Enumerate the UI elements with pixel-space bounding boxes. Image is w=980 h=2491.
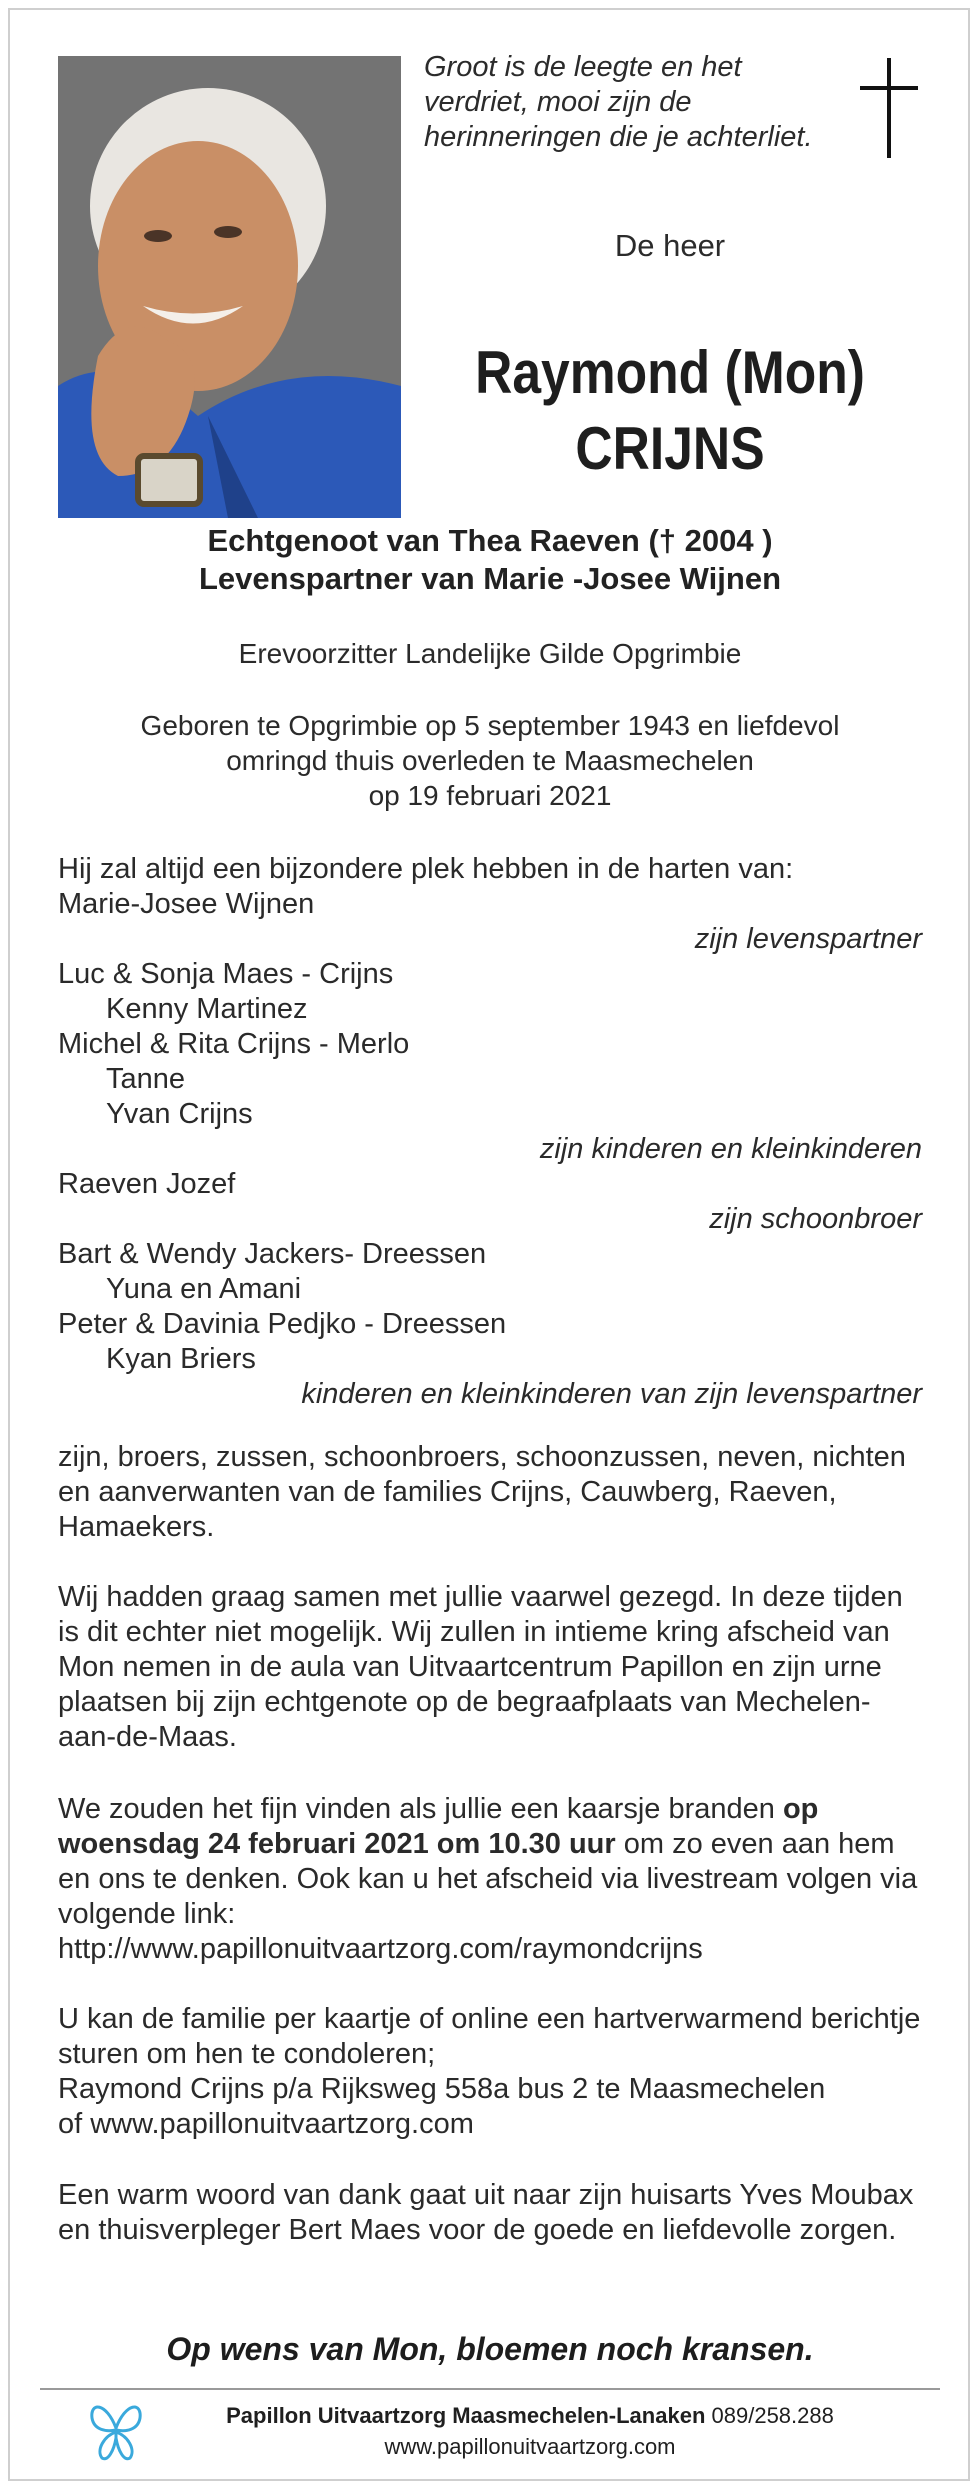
quote-line: verdriet, mooi zijn de bbox=[424, 86, 692, 118]
family-role: zijn levenspartner bbox=[694, 923, 922, 955]
farewell-text: Wij hadden graag samen met jullie vaarwel gezegd. In deze tijden is dit echter niet mogelijk. Wij zullen in intieme kring afscheid van Mon nemen in de aula van Uitvaartcentrum Papillon en zijn urne plaatsen bij zijn echtgenote op de begraafplaats van Mechelen-aan-de-Maas. bbox=[58, 1581, 903, 1753]
deceased-name-line2: CRIJNS bbox=[575, 415, 765, 482]
family-role: zijn schoonbroer bbox=[709, 1203, 922, 1235]
funeral-home-phone: 089/258.288 bbox=[711, 2403, 834, 2428]
quote-line: Groot is de leegte en het bbox=[424, 51, 742, 83]
candle-text-start: We zouden het fijn vinden als jullie een kaarsje branden bbox=[58, 1793, 783, 1825]
funeral-home-website[interactable]: www.papillonuitvaartzorg.com bbox=[384, 2434, 676, 2459]
quote-line: herinneringen die je achterliet. bbox=[424, 121, 813, 153]
spouse-line: Echtgenoot van Thea Raeven († 2004 ) bbox=[207, 523, 773, 558]
relatives-text: zijn, broers, zussen, schoonbroers, schoonzussen, neven, nichten en aanverwanten van de families Crijns, Cauwberg, Raeven, Hamaekers. bbox=[58, 1441, 906, 1543]
salutation: De heer bbox=[614, 228, 726, 263]
family-member: Marie-Josee Wijnen bbox=[58, 888, 315, 920]
relationship-block bbox=[40, 522, 940, 598]
birth-death-line: op 19 februari 2021 bbox=[368, 780, 612, 811]
livestream-link[interactable]: http://www.papillonuitvaartzorg.com/raymondcrijns bbox=[58, 1933, 703, 1965]
family-role: zijn kinderen en kleinkinderen bbox=[539, 1133, 922, 1165]
family-member: Tanne bbox=[106, 1063, 186, 1095]
butterfly-logo-icon bbox=[88, 2398, 144, 2469]
thanks-paragraph bbox=[58, 2178, 922, 2248]
funeral-home-footer bbox=[150, 2400, 910, 2462]
family-member: Michel & Rita Crijns - Merlo bbox=[58, 1028, 410, 1060]
footer-line1 bbox=[150, 2400, 910, 2431]
condolence-text: U kan de familie per kaartje of online een hartverwarmend berichtje sturen om hen te condoleren; bbox=[58, 2003, 921, 2070]
portrait-photo bbox=[58, 56, 401, 518]
candle-text-end: om zo even aan hem en ons te denken. Ook kan u het afscheid via livestream volgen via volgende link: bbox=[58, 1828, 918, 1930]
condolence-address: Raymond Crijns p/a Rijksweg 558a bus 2 te Maasmechelen bbox=[58, 2073, 826, 2105]
portrait-illustration bbox=[58, 56, 401, 518]
family-member: Peter & Davinia Pedjko - Dreessen bbox=[58, 1308, 507, 1340]
family-member: Raeven Jozef bbox=[58, 1168, 236, 1200]
family-role: kinderen en kleinkinderen van zijn levenspartner bbox=[301, 1378, 922, 1410]
candle-text bbox=[58, 1792, 922, 1932]
candle-paragraph bbox=[58, 1792, 922, 1967]
quote bbox=[424, 50, 844, 155]
birth-death-text bbox=[40, 708, 940, 813]
relatives-paragraph bbox=[58, 1440, 922, 1545]
family-lines bbox=[58, 887, 922, 1412]
family-member: Kyan Briers bbox=[106, 1343, 256, 1375]
condolence-paragraph bbox=[58, 2002, 922, 2142]
ceremony-datetime: op woensdag 24 februari 2021 om 10.30 uur bbox=[58, 1793, 819, 1860]
family-intro: Hij zal altijd een bijzondere plek hebben in de harten van: bbox=[58, 853, 794, 885]
honorary-title: Erevoorzitter Landelijke Gilde Opgrimbie bbox=[238, 638, 742, 669]
condolence-website[interactable]: of www.papillonuitvaartzorg.com bbox=[58, 2108, 474, 2140]
birth-death-line: omringd thuis overleden te Maasmechelen bbox=[226, 745, 754, 776]
birth-death-line: Geboren te Opgrimbie op 5 september 1943 en liefdevol bbox=[140, 710, 840, 741]
family-member: Kenny Martinez bbox=[106, 993, 308, 1025]
deceased-name bbox=[455, 335, 885, 487]
deceased-name-line1: Raymond (Mon) bbox=[475, 339, 865, 406]
partner-line: Levenspartner van Marie -Josee Wijnen bbox=[198, 561, 782, 596]
footer-divider bbox=[40, 2388, 940, 2390]
family-member: Yuna en Amani bbox=[106, 1273, 302, 1305]
thanks-text: Een warm woord van dank gaat uit naar zijn huisarts Yves Moubax en thuisverpleger Bert Maes voor de goede en liefdevolle zorgen. bbox=[58, 2179, 914, 2246]
funeral-home-name: Papillon Uitvaartzorg Maasmechelen-Lanaken bbox=[226, 2403, 706, 2428]
family-list bbox=[58, 852, 922, 1412]
family-member: Yvan Crijns bbox=[106, 1098, 253, 1130]
closing-wish: Op wens van Mon, bloemen noch kransen. bbox=[166, 2331, 814, 2367]
cross-icon bbox=[860, 58, 918, 163]
family-member: Bart & Wendy Jackers- Dreessen bbox=[58, 1238, 487, 1270]
farewell-paragraph bbox=[58, 1580, 922, 1755]
family-member: Luc & Sonja Maes - Crijns bbox=[58, 958, 394, 990]
